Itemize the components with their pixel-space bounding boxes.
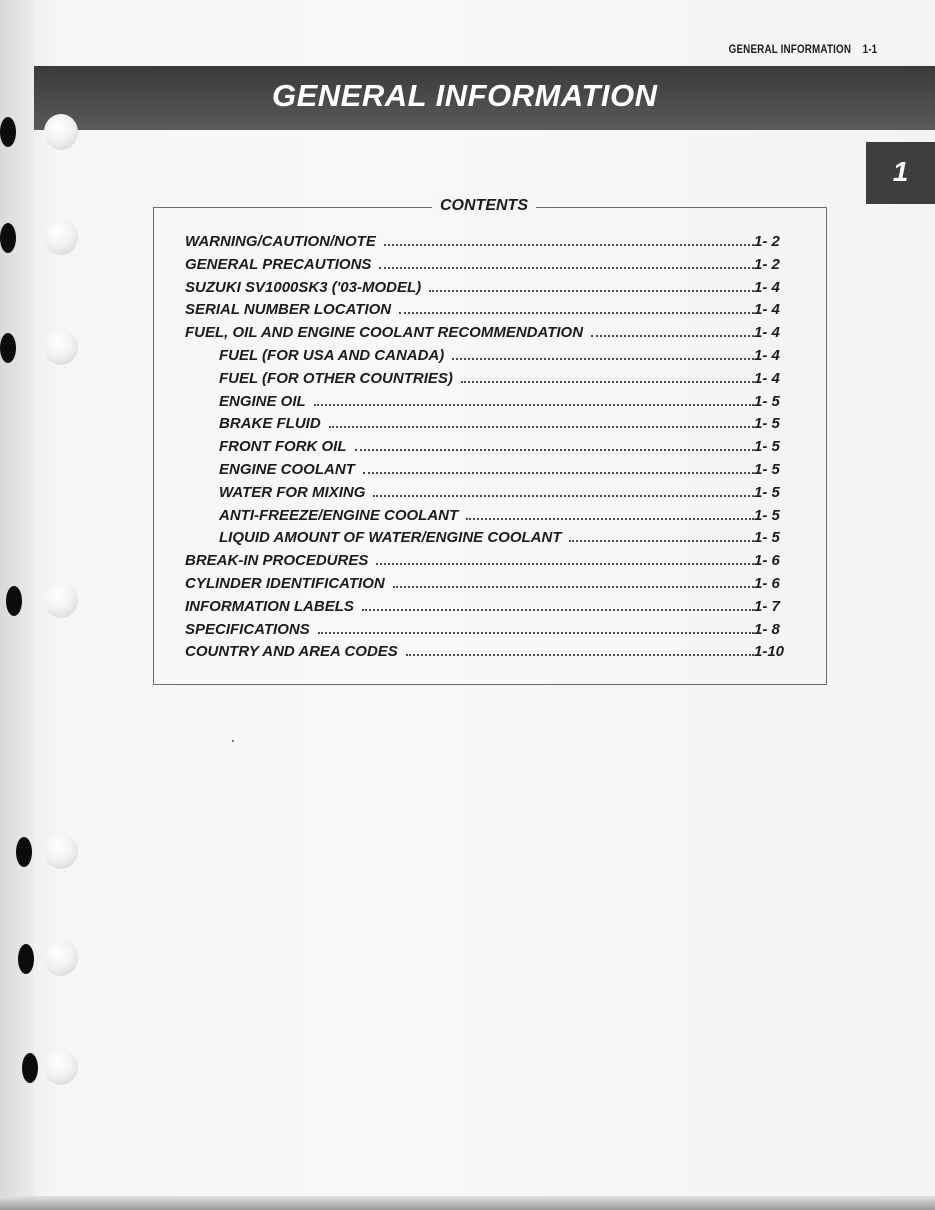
toc-entry-page: 1- 5 <box>754 461 780 478</box>
binder-hole <box>44 582 78 618</box>
binder-hole-shadow <box>16 837 32 867</box>
toc-entry[interactable] <box>185 598 790 618</box>
toc-entry-page: 1-10 <box>754 643 785 661</box>
toc-leader-dots <box>569 540 754 542</box>
toc-entry[interactable] <box>185 621 790 641</box>
chapter-number: 1 <box>892 156 909 187</box>
toc-leader-dots <box>399 312 754 314</box>
toc-entry-page: 1- 4 <box>754 324 780 342</box>
toc-entry-page: 1- 5 <box>754 506 780 524</box>
toc-entry-page: 1- 6 <box>754 575 780 592</box>
binder-hole-shadow <box>0 333 16 363</box>
toc-entry-label: LIQUID AMOUNT OF WATER/ENGINE COOLANT <box>219 529 562 547</box>
toc-entry[interactable] <box>185 575 790 595</box>
toc-entry-label: ENGINE OIL <box>219 392 306 410</box>
toc-entry-label: SPECIFICATIONS <box>185 620 310 638</box>
binder-hole <box>44 329 78 365</box>
toc-entry-page: 1- 5 <box>754 438 780 456</box>
toc-entry-page: 1- 4 <box>754 369 780 387</box>
toc-leader-dots <box>452 358 754 360</box>
toc-entry-label: ENGINE COOLANT <box>219 461 355 478</box>
binder-hole-shadow <box>22 1053 38 1083</box>
toc-entry-label: FUEL (FOR OTHER COUNTRIES) <box>219 369 453 387</box>
banner-title: GENERAL INFORMATION <box>272 78 658 113</box>
toc-entry-page: 1- 2 <box>754 255 780 273</box>
toc-entry-page: 1- 8 <box>754 620 780 638</box>
toc-entry[interactable] <box>185 301 790 321</box>
toc-entry[interactable] <box>219 529 790 549</box>
toc-entry-label: ANTI-FREEZE/ENGINE COOLANT <box>219 506 459 524</box>
toc-leader-dots <box>318 632 754 634</box>
toc-leader-dots <box>591 335 754 337</box>
contents-title: CONTENTS <box>432 197 536 215</box>
toc-entry[interactable] <box>219 484 790 504</box>
toc-entry-label: GENERAL PRECAUTIONS <box>185 255 372 273</box>
toc-leader-dots <box>362 609 754 611</box>
binder-hole <box>44 833 78 869</box>
toc-entry-page: 1- 4 <box>754 347 780 364</box>
toc-leader-dots <box>429 290 754 292</box>
toc-leader-dots <box>466 518 754 520</box>
running-head <box>728 42 877 56</box>
toc-leader-dots <box>363 472 754 474</box>
toc-entry[interactable] <box>219 370 790 390</box>
toc-leader-dots <box>373 495 754 497</box>
toc-entry-label: FUEL (FOR USA AND CANADA) <box>219 347 445 364</box>
binder-hole <box>44 1049 78 1085</box>
toc-leader-dots <box>355 449 755 451</box>
toc-entry-label: INFORMATION LABELS <box>185 597 354 615</box>
toc-entry-label: COUNTRY AND AREA CODES <box>185 643 398 661</box>
toc-leader-dots <box>379 267 754 269</box>
toc-entry[interactable] <box>219 415 790 435</box>
toc-entry[interactable] <box>219 507 790 527</box>
running-head-page: 1-1 <box>862 42 877 56</box>
chapter-tab <box>866 142 935 204</box>
binder-hole <box>44 219 78 255</box>
toc-entry-label: FUEL, OIL AND ENGINE COOLANT RECOMMENDATION <box>185 324 584 342</box>
scan-speck <box>232 740 234 742</box>
toc-entry-page: 1- 4 <box>754 301 780 319</box>
toc-entry-page: 1- 5 <box>754 392 780 410</box>
toc-entry-label: BRAKE FLUID <box>219 415 321 433</box>
toc-entry-label: FRONT FORK OIL <box>219 438 347 456</box>
toc-leader-dots <box>406 654 754 656</box>
toc-leader-dots <box>314 404 754 406</box>
toc-entry-label: SUZUKI SV1000SK3 ('03-MODEL) <box>185 278 422 296</box>
toc-entry[interactable] <box>185 279 790 299</box>
toc-leader-dots <box>461 381 754 383</box>
page-bottom-edge <box>0 1196 935 1210</box>
binder-hole-shadow <box>18 944 34 974</box>
toc-leader-dots <box>393 586 754 588</box>
toc-entry-page: 1- 2 <box>754 233 780 250</box>
toc-entry-page: 1- 4 <box>754 278 780 296</box>
binder-hole-shadow <box>6 586 22 616</box>
toc-leader-dots <box>329 426 754 428</box>
binder-hole <box>44 940 78 976</box>
toc-entry[interactable] <box>219 461 790 481</box>
toc-entry[interactable] <box>185 256 790 276</box>
toc-leader-dots <box>384 244 754 246</box>
toc-entry[interactable] <box>219 393 790 413</box>
binder-hole <box>44 114 78 150</box>
toc-entry-label: CYLINDER IDENTIFICATION <box>185 575 385 592</box>
toc-entry-label: SERIAL NUMBER LOCATION <box>185 301 392 319</box>
toc-entry[interactable] <box>219 347 790 367</box>
toc-entry[interactable] <box>185 552 790 572</box>
toc-entry-page: 1- 5 <box>754 483 780 501</box>
toc-entry[interactable] <box>185 324 790 344</box>
toc-leader-dots <box>376 563 754 565</box>
toc-entry-page: 1- 7 <box>754 597 780 615</box>
toc-entry-label: BREAK-IN PROCEDURES <box>185 552 369 570</box>
toc-entry-page: 1- 5 <box>754 529 780 547</box>
toc-entry-page: 1- 6 <box>754 552 780 570</box>
toc-entry[interactable] <box>185 643 790 663</box>
toc-entry[interactable] <box>219 438 790 458</box>
toc-entry-label: WARNING/CAUTION/NOTE <box>185 233 376 250</box>
running-head-section: GENERAL INFORMATION <box>728 42 851 56</box>
toc-entry-label: WATER FOR MIXING <box>219 483 366 501</box>
toc-entry-page: 1- 5 <box>754 415 780 433</box>
binder-hole-shadow <box>0 223 16 253</box>
toc-entry[interactable] <box>185 233 790 253</box>
binder-hole-shadow <box>0 117 16 147</box>
